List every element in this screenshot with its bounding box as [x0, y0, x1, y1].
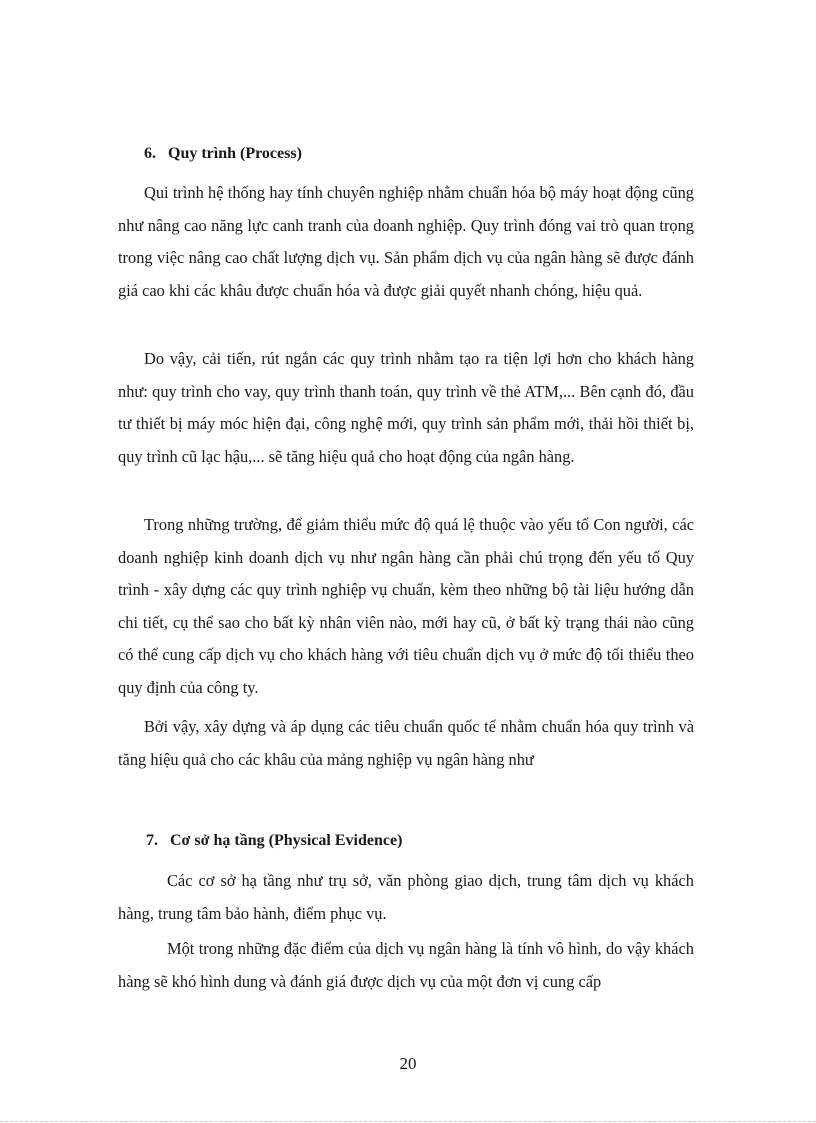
section-6-heading — [144, 145, 302, 163]
section-6-paragraph-3: Trong những trường, để giảm thiểu mức độ quá lệ thuộc vào yếu tố Con người, các doanh nghiệp kinh doanh dịch vụ như ngân hàng cần phải chú trọng đến yếu tố Quy trình - xây dựng các quy trình nghiệp vụ chuẩn, kèm theo những bộ tài liệu hướng dẫn chi tiết, cụ thể sao cho bất kỳ nhân viên nào, mới hay cũ, ở bất kỳ trạng thái nào cũng có thể cung cấp dịch vụ cho khách hàng với tiêu chuẩn dịch vụ ở mức độ tối thiểu theo quy định của công ty. — [118, 515, 694, 697]
section-6-title: Quy trình (Process) — [168, 145, 302, 162]
page-bottom-divider — [0, 1121, 816, 1122]
section-6-paragraph-1: Qui trình hệ thống hay tính chuyên nghiệp nhằm chuẩn hóa bộ máy hoạt động cũng như nâng cao năng lực canh tranh của doanh nghiệp. Quy trình đóng vai trò quan trọng trong việc nâng cao chất lượng dịch vụ. Sản phẩm dịch vụ của ngân hàng sẽ được đánh giá cao khi các khâu được chuẩn hóa và được giải quyết nhanh chóng, hiệu quả. — [118, 183, 694, 300]
section-7-title: Cơ sở hạ tầng (Physical Evidence) — [170, 832, 403, 849]
section-7-paragraph-1: Các cơ sở hạ tầng như trụ sở, văn phòng giao dịch, trung tâm dịch vụ khách hàng, trung tâm bảo hành, điểm phục vụ. — [118, 871, 694, 923]
section-6-paragraph-2: Do vậy, cải tiến, rút ngắn các quy trình nhằm tạo ra tiện lợi hơn cho khách hàng như: quy trình cho vay, quy trình thanh toán, quy trình về thẻ ATM,... Bên cạnh đó, đầu tư thiết bị máy móc hiện đại, công nghệ mới, quy trình sản phẩm mới, thải hồi thiết bị, quy trình cũ lạc hậu,... sẽ tăng hiệu quả cho hoạt động của ngân hàng. — [118, 349, 694, 466]
page-number: 20 — [399, 1054, 417, 1073]
section-6-number: 6. — [144, 145, 156, 162]
section-7-heading — [146, 832, 402, 850]
section-7-number: 7. — [146, 832, 158, 849]
section-6-paragraph-4: Bởi vậy, xây dựng và áp dụng các tiêu chuẩn quốc tế nhằm chuẩn hóa quy trình và tăng hiệu quả cho các khâu của mảng nghiệp vụ ngân hàng như — [118, 717, 694, 769]
section-7-paragraph-2: Một trong những đặc điểm của dịch vụ ngân hàng là tính vô hình, do vậy khách hàng sẽ khó hình dung và đánh giá được dịch vụ của một đơn vị cung cấp — [118, 939, 694, 991]
